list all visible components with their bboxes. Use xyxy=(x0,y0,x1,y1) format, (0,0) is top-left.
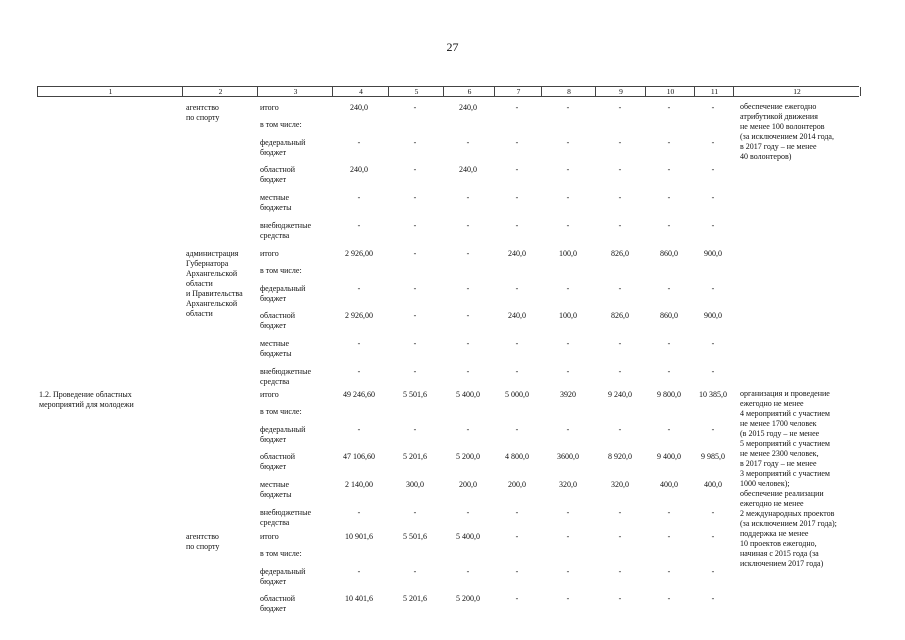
funding-value: - xyxy=(711,425,715,434)
funding-value: - xyxy=(357,367,361,376)
funding-value: - xyxy=(413,249,417,258)
funding-value: - xyxy=(515,508,519,517)
column-header-12: 12 xyxy=(733,87,861,96)
funding-value: 8 920,0 xyxy=(608,452,632,461)
executor-name: администрация Губернатора Архангельской области и Правительства Архангельской области xyxy=(186,249,243,318)
funding-value: 900,0 xyxy=(704,249,722,258)
column-header-9: 9 xyxy=(595,87,646,96)
funding-value: 10 401,6 xyxy=(345,594,373,603)
funding-value: - xyxy=(566,594,570,603)
funding-value: - xyxy=(566,532,570,541)
funding-value: - xyxy=(618,532,622,541)
funding-value: - xyxy=(618,594,622,603)
funding-value: - xyxy=(515,103,519,112)
funding-value: - xyxy=(357,138,361,147)
funding-value: 5 200,0 xyxy=(456,452,480,461)
column-header-8: 8 xyxy=(541,87,596,96)
funding-value: - xyxy=(711,594,715,603)
funding-value: - xyxy=(566,567,570,576)
funding-value: - xyxy=(515,367,519,376)
funding-source-label: в том числе: xyxy=(260,120,302,129)
funding-value: - xyxy=(357,508,361,517)
funding-value: - xyxy=(667,508,671,517)
funding-value: - xyxy=(566,103,570,112)
funding-value: - xyxy=(667,594,671,603)
funding-source-label: внебюджетные средства xyxy=(260,367,311,386)
funding-value: - xyxy=(515,532,519,541)
funding-value: - xyxy=(711,508,715,517)
funding-value: - xyxy=(515,425,519,434)
funding-source-label: местные бюджеты xyxy=(260,339,292,358)
funding-value: - xyxy=(357,221,361,230)
funding-value: - xyxy=(667,367,671,376)
funding-value: - xyxy=(566,165,570,174)
funding-value: 5 200,0 xyxy=(456,594,480,603)
funding-value: - xyxy=(711,165,715,174)
funding-value: - xyxy=(711,193,715,202)
funding-value: 200,0 xyxy=(508,480,526,489)
funding-value: 860,0 xyxy=(660,311,678,320)
funding-source-label: итого xyxy=(260,390,279,399)
funding-value: 240,0 xyxy=(350,165,368,174)
funding-source-label: итого xyxy=(260,532,279,541)
funding-value: - xyxy=(711,103,715,112)
funding-value: - xyxy=(466,567,470,576)
funding-value: - xyxy=(515,339,519,348)
funding-value: - xyxy=(618,103,622,112)
funding-value: 5 400,0 xyxy=(456,390,480,399)
funding-source-label: в том числе: xyxy=(260,407,302,416)
funding-value: - xyxy=(566,284,570,293)
funding-source-label: внебюджетные средства xyxy=(260,221,311,240)
funding-value: - xyxy=(667,193,671,202)
funding-value: - xyxy=(413,165,417,174)
funding-source-label: местные бюджеты xyxy=(260,480,292,499)
funding-value: - xyxy=(566,367,570,376)
program-item-title: 1.2. Проведение областных мероприятий для молодежи xyxy=(39,390,134,409)
column-header-6: 6 xyxy=(443,87,495,96)
funding-value: - xyxy=(515,193,519,202)
funding-value: 240,0 xyxy=(508,249,526,258)
funding-value: 2 926,00 xyxy=(345,249,373,258)
funding-value: - xyxy=(357,425,361,434)
funding-value: - xyxy=(667,532,671,541)
funding-value: - xyxy=(667,567,671,576)
funding-value: - xyxy=(357,193,361,202)
funding-value: 400,0 xyxy=(660,480,678,489)
funding-value: - xyxy=(413,138,417,147)
funding-value: - xyxy=(566,508,570,517)
column-header-2: 2 xyxy=(182,87,258,96)
funding-value: - xyxy=(466,425,470,434)
funding-source-label: в том числе: xyxy=(260,266,302,275)
funding-value: - xyxy=(566,339,570,348)
funding-value: - xyxy=(618,508,622,517)
funding-value: 240,0 xyxy=(459,165,477,174)
funding-source-label: федеральный бюджет xyxy=(260,138,306,157)
funding-value: - xyxy=(413,284,417,293)
funding-source-label: итого xyxy=(260,249,279,258)
funding-value: - xyxy=(566,138,570,147)
funding-value: - xyxy=(711,532,715,541)
funding-value: 860,0 xyxy=(660,249,678,258)
expected-result-note: организация и проведение ежегодно не менее 4 мероприятий с участием не менее 1700 человек (в 2015 году – не менее 5 мероприятий с участием не менее 2300 человек, в 2017 году – не менее 3 мероприятий с участием 1000 человек); обеспечение реализации ежегодно не менее 2 международных проектов (за исключением 2017 года); поддержка не менее 10 проектов ежегодно, начиная с 2015 года (за исключением 2017 года) xyxy=(740,389,837,568)
funding-value: - xyxy=(515,165,519,174)
column-header-4: 4 xyxy=(332,87,389,96)
funding-value: 100,0 xyxy=(559,311,577,320)
funding-value: - xyxy=(413,311,417,320)
executor-name: агентство по спорту xyxy=(186,532,220,551)
column-header-5: 5 xyxy=(388,87,444,96)
funding-value: - xyxy=(515,138,519,147)
funding-value: 100,0 xyxy=(559,249,577,258)
funding-value: - xyxy=(413,221,417,230)
funding-value: 47 106,60 xyxy=(343,452,375,461)
funding-value: 3600,0 xyxy=(557,452,579,461)
funding-value: 9 800,0 xyxy=(657,390,681,399)
funding-value: 320,0 xyxy=(559,480,577,489)
column-header-7: 7 xyxy=(494,87,542,96)
funding-value: 826,0 xyxy=(611,311,629,320)
funding-source-label: областной бюджет xyxy=(260,594,296,613)
funding-value: - xyxy=(618,367,622,376)
funding-value: 240,0 xyxy=(459,103,477,112)
funding-value: - xyxy=(413,339,417,348)
funding-value: 200,0 xyxy=(459,480,477,489)
funding-value: - xyxy=(618,567,622,576)
funding-value: - xyxy=(667,425,671,434)
funding-value: - xyxy=(618,193,622,202)
page-number: 27 xyxy=(446,40,459,54)
funding-value: 10 385,0 xyxy=(699,390,727,399)
funding-value: - xyxy=(466,138,470,147)
funding-value: 10 901,6 xyxy=(345,532,373,541)
funding-value: - xyxy=(667,165,671,174)
column-header-10: 10 xyxy=(645,87,695,96)
funding-value: - xyxy=(566,425,570,434)
funding-value: - xyxy=(413,367,417,376)
funding-value: 900,0 xyxy=(704,311,722,320)
funding-value: - xyxy=(618,221,622,230)
funding-value: 5 000,0 xyxy=(505,390,529,399)
expected-result-note: обеспечение ежегодно атрибутикой движения не менее 100 волонтеров (за исключением 2014 года, в 2017 году – не менее 40 волонтеров) xyxy=(740,102,834,161)
funding-value: 826,0 xyxy=(611,249,629,258)
funding-source-label: местные бюджеты xyxy=(260,193,292,212)
funding-value: 5 201,6 xyxy=(403,594,427,603)
funding-value: 400,0 xyxy=(704,480,722,489)
funding-value: - xyxy=(618,339,622,348)
funding-value: 49 246,60 xyxy=(343,390,375,399)
funding-value: 4 800,0 xyxy=(505,452,529,461)
funding-value: - xyxy=(566,221,570,230)
funding-value: 5 201,6 xyxy=(403,452,427,461)
funding-value: - xyxy=(711,221,715,230)
funding-value: 9 240,0 xyxy=(608,390,632,399)
funding-source-label: федеральный бюджет xyxy=(260,425,306,444)
funding-source-label: областной бюджет xyxy=(260,165,296,184)
funding-value: - xyxy=(466,221,470,230)
funding-value: - xyxy=(667,221,671,230)
funding-value: - xyxy=(711,339,715,348)
funding-value: - xyxy=(515,284,519,293)
funding-value: 300,0 xyxy=(406,480,424,489)
funding-value: - xyxy=(413,103,417,112)
funding-value: 5 501,6 xyxy=(403,390,427,399)
funding-value: - xyxy=(515,594,519,603)
funding-value: - xyxy=(618,165,622,174)
column-header-3: 3 xyxy=(257,87,333,96)
funding-source-label: областной бюджет xyxy=(260,452,296,471)
funding-value: - xyxy=(711,567,715,576)
funding-source-label: областной бюджет xyxy=(260,311,296,330)
executor-name: агентство по спорту xyxy=(186,103,220,122)
funding-value: - xyxy=(466,311,470,320)
funding-value: 240,0 xyxy=(508,311,526,320)
funding-value: 2 926,00 xyxy=(345,311,373,320)
funding-value: - xyxy=(357,284,361,293)
funding-source-label: федеральный бюджет xyxy=(260,567,306,586)
funding-value: 3920 xyxy=(560,390,576,399)
funding-value: - xyxy=(667,138,671,147)
funding-source-label: федеральный бюджет xyxy=(260,284,306,303)
funding-value: - xyxy=(711,284,715,293)
funding-value: - xyxy=(667,284,671,293)
funding-value: - xyxy=(667,103,671,112)
funding-value: - xyxy=(357,567,361,576)
funding-value: - xyxy=(466,339,470,348)
funding-value: - xyxy=(566,193,570,202)
funding-value: - xyxy=(618,284,622,293)
funding-value: - xyxy=(711,138,715,147)
funding-value: 2 140,00 xyxy=(345,480,373,489)
funding-source-label: итого xyxy=(260,103,279,112)
funding-value: - xyxy=(466,249,470,258)
funding-value: - xyxy=(466,367,470,376)
funding-value: - xyxy=(711,367,715,376)
funding-source-label: внебюджетные средства xyxy=(260,508,311,527)
funding-value: - xyxy=(413,425,417,434)
funding-value: - xyxy=(618,425,622,434)
column-header-1: 1 xyxy=(37,87,183,96)
funding-value: - xyxy=(667,339,671,348)
funding-value: - xyxy=(466,284,470,293)
funding-source-label: в том числе: xyxy=(260,549,302,558)
funding-value: 320,0 xyxy=(611,480,629,489)
funding-value: 5 400,0 xyxy=(456,532,480,541)
funding-value: 5 501,6 xyxy=(403,532,427,541)
funding-value: - xyxy=(413,567,417,576)
funding-value: - xyxy=(515,221,519,230)
funding-value: - xyxy=(466,508,470,517)
funding-value: - xyxy=(466,193,470,202)
funding-value: - xyxy=(618,138,622,147)
table-header-row xyxy=(37,86,859,97)
funding-value: 240,0 xyxy=(350,103,368,112)
funding-value: 9 400,0 xyxy=(657,452,681,461)
funding-value: - xyxy=(413,193,417,202)
column-header-11: 11 xyxy=(694,87,734,96)
funding-value: - xyxy=(515,567,519,576)
funding-value: 9 985,0 xyxy=(701,452,725,461)
funding-value: - xyxy=(357,339,361,348)
funding-value: - xyxy=(413,508,417,517)
